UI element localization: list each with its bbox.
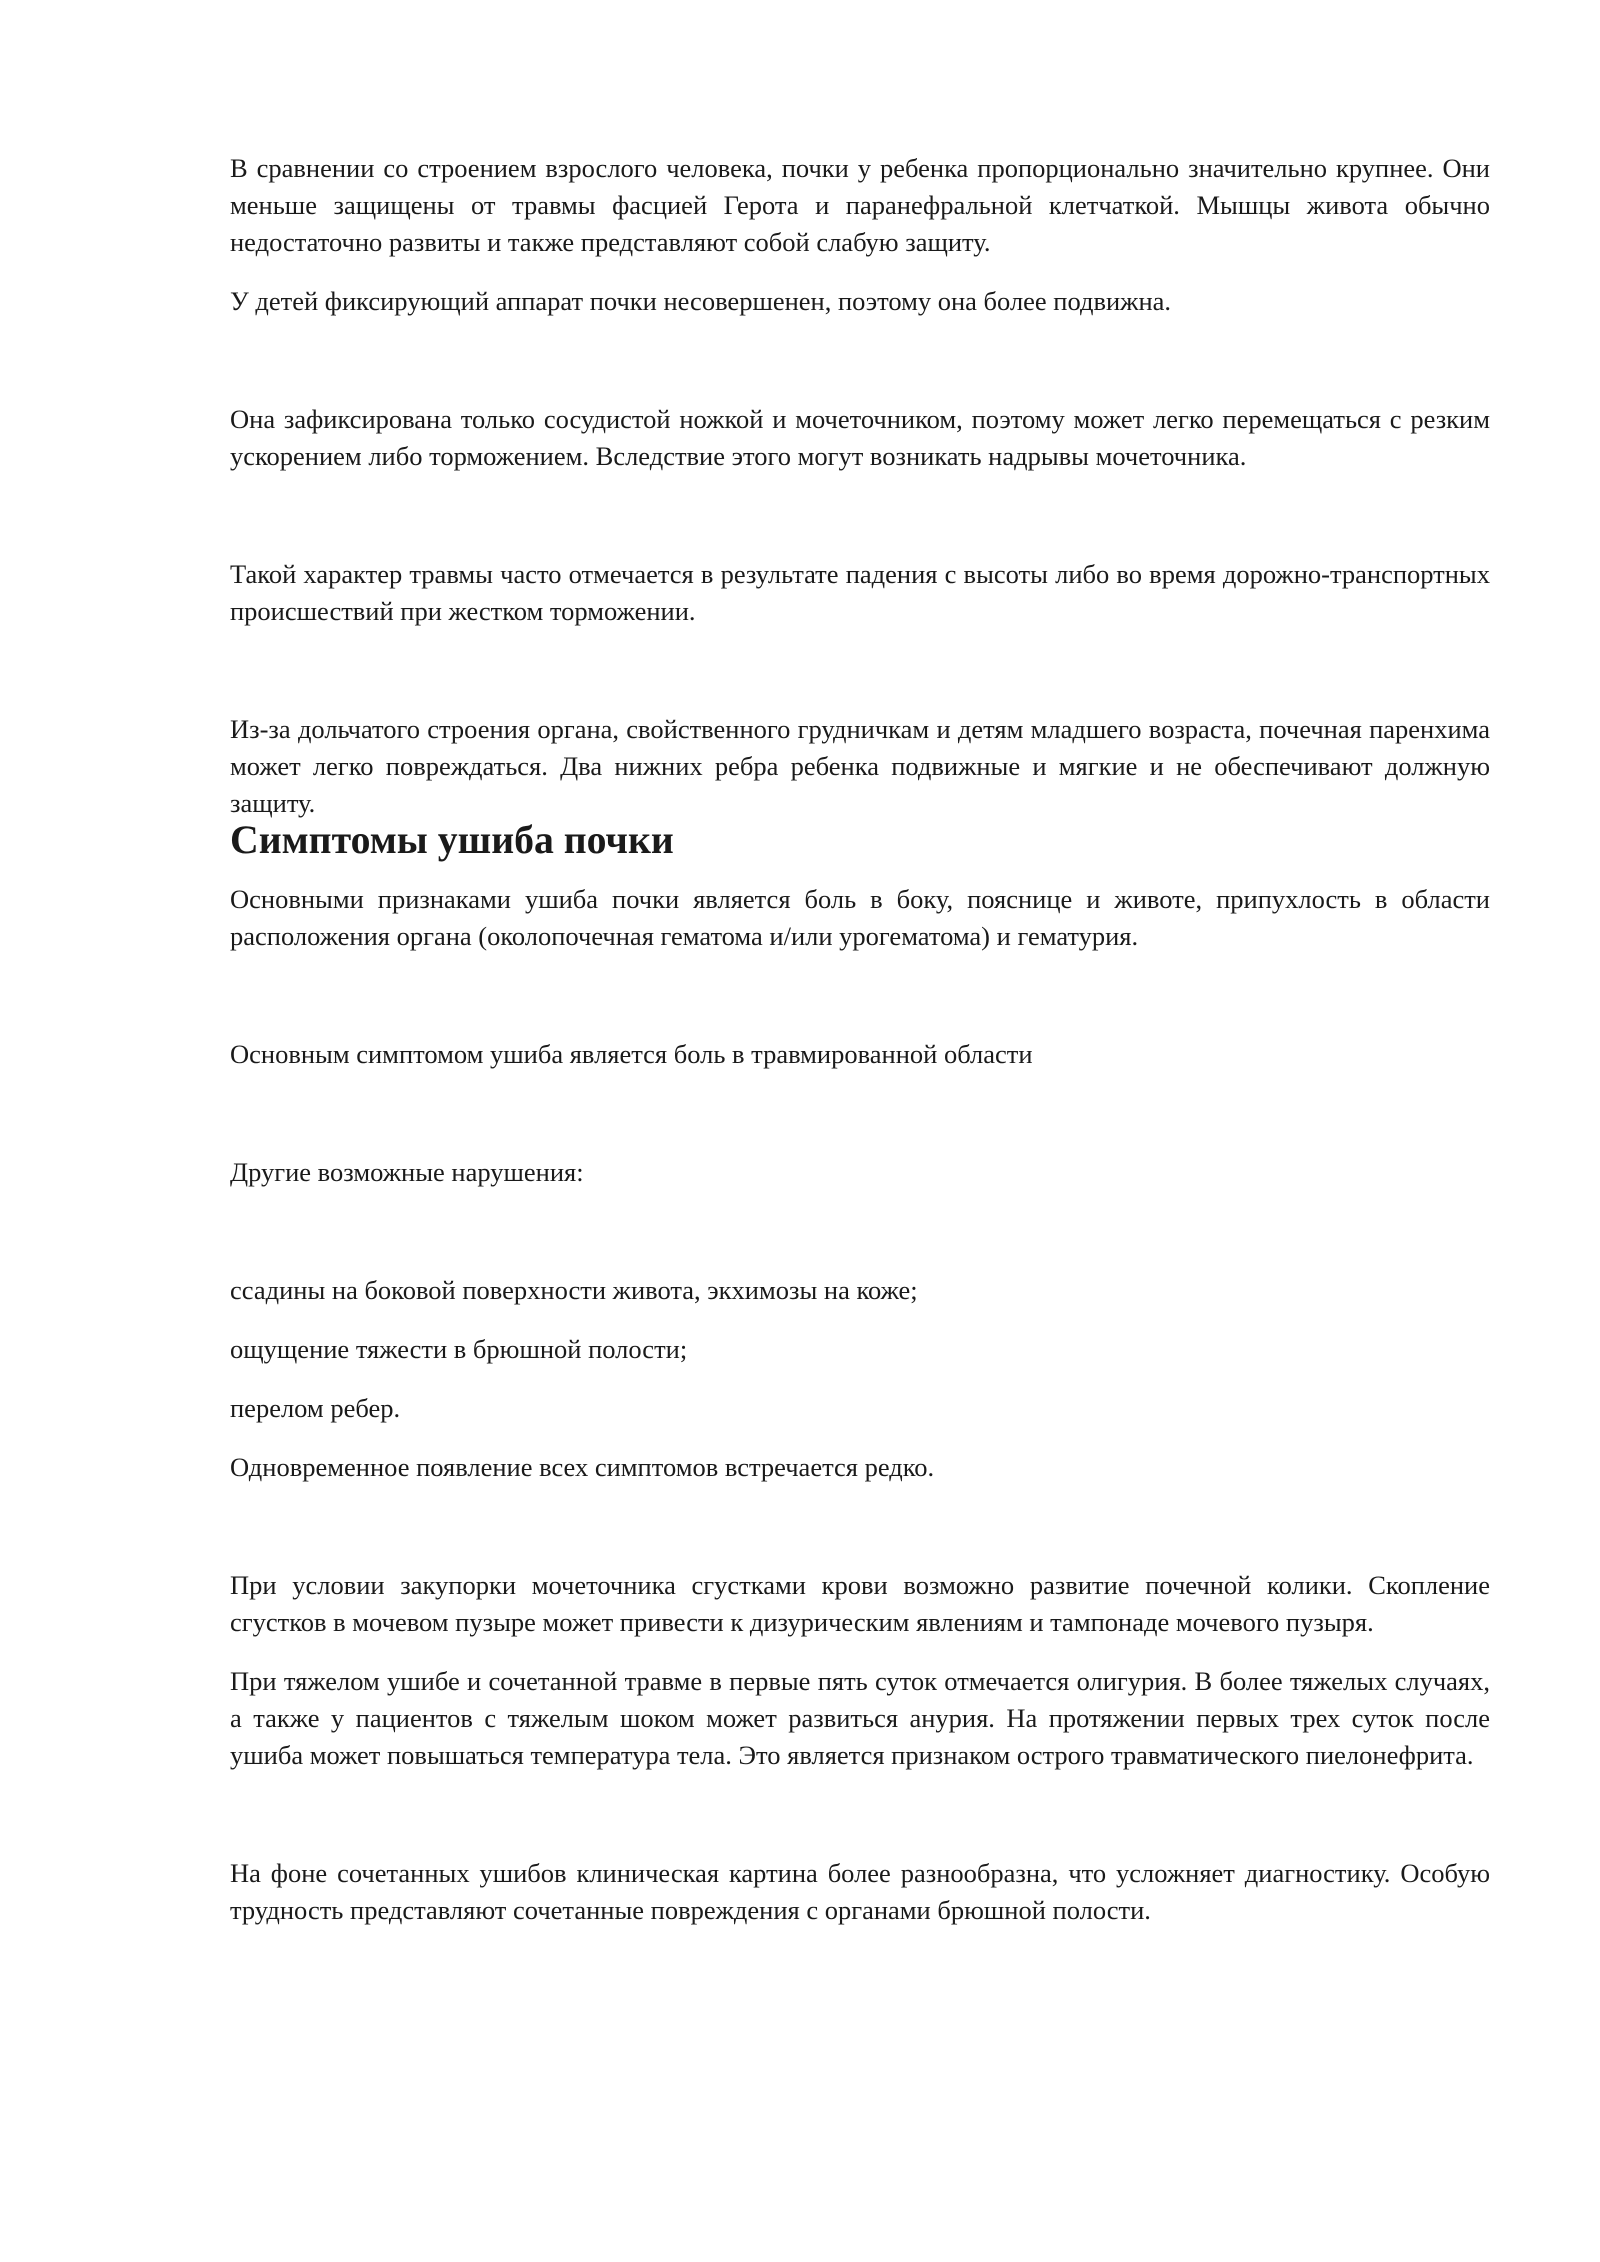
paragraph-kidney-size: В сравнении со строением взрослого человека, почки у ребенка пропорционально значительно крупнее. Они меньше защищены от травмы фасцией Герота и паранефральной клетчаткой. Мышцы живота обычно недостаточно развиты и также представляют собой слабую защиту.	[230, 153, 1490, 257]
list-item: перелом ребер.	[230, 1393, 401, 1423]
paragraph-other-label: Другие возможные нарушения:	[230, 1157, 584, 1187]
paragraph-combined-injuries: На фоне сочетанных ушибов клиническая картина более разнообразна, что усложняет диагностику. Особую трудность представляют сочетанные повреждения с органами брюшной полости.	[230, 1858, 1490, 1925]
paragraph-vascular-pedicle: Она зафиксирована только сосудистой ножкой и мочеточником, поэтому может легко перемещаться с резким ускорением либо торможением. Вследствие этого могут возникать надрывы мочеточника.	[230, 404, 1490, 471]
paragraph-symptoms-intro: Основными признаками ушиба почки является боль в боку, пояснице и животе, припухлость в области расположения органа (околопочечная гематома и/или урогематома) и гематурия.	[230, 884, 1490, 951]
paragraph-rare-note: Одновременное появление всех симптомов встречается редко.	[230, 1452, 935, 1482]
paragraph-oliguria: При тяжелом ушибе и сочетанной травме в первые пять суток отмечается олигурия. В более тяжелых случаях, а также у пациентов с тяжелым шоком может развиться анурия. На протяжении первых трех суток после ушиба может повышаться температура тела. Это является признаком острого травматического пиелонефрита.	[230, 1666, 1490, 1770]
paragraph-renal-colic: При условии закупорки мочеточника сгустками крови возможно развитие почечной колики. Скопление сгустков в мочевом пузыре может привести к дизурическим явлениям и тампонаде мочевого пузыря.	[230, 1570, 1490, 1637]
paragraph-lobular-structure: Из-за дольчатого строения органа, свойственного грудничкам и детям младшего возраста, почечная паренхима может легко повреждаться. Два нижних ребра ребенка подвижные и мягкие и не обеспечивают должную защиту.	[230, 714, 1490, 818]
section-heading-symptoms: Симптомы ушиба почки	[230, 818, 674, 862]
paragraph-fixation-apparatus: У детей фиксирующий аппарат почки несовершенен, поэтому она более подвижна.	[230, 286, 1172, 316]
list-item: ссадины на боковой поверхности живота, экхимозы на коже;	[230, 1275, 918, 1305]
document-page	[230, 150, 1490, 1929]
list-item: ощущение тяжести в брюшной полости;	[230, 1334, 688, 1364]
paragraph-injury-causes: Такой характер травмы часто отмечается в результате падения с высоты либо во время дорожно-транспортных происшествий при жестком торможении.	[230, 559, 1490, 626]
paragraph-main-symptom: Основным симптомом ушиба является боль в травмированной области	[230, 1039, 1033, 1069]
